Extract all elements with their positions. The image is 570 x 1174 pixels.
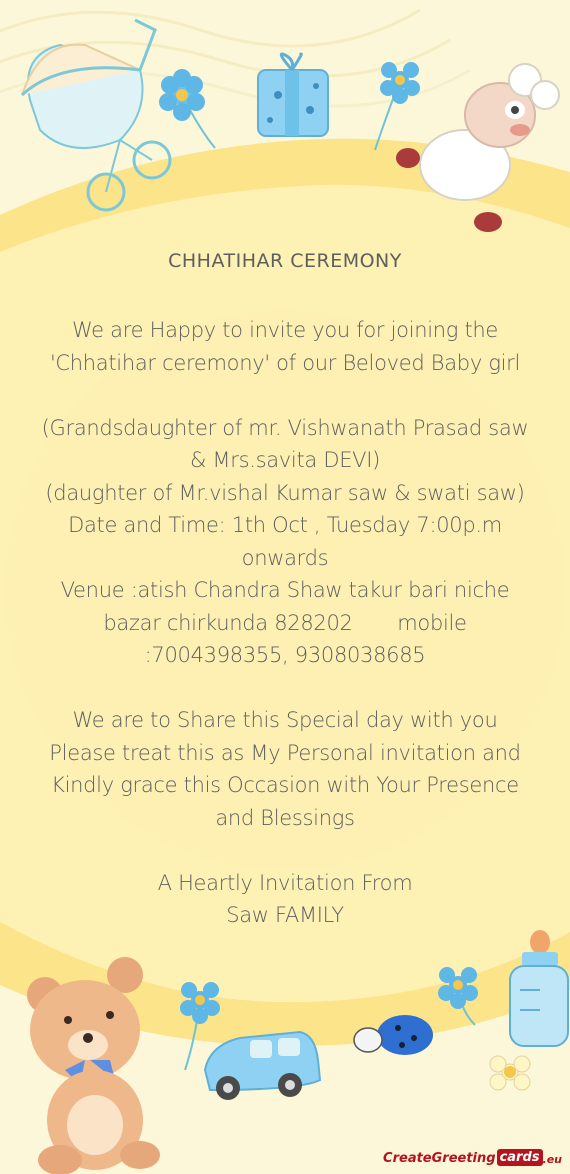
baby-bottle-icon	[510, 930, 568, 1046]
blue-flower-icon	[159, 69, 215, 148]
bottom-decorations	[0, 920, 570, 1174]
toy-car-icon	[205, 1032, 320, 1100]
message-line: We are Happy to invite you for joining the	[71, 318, 499, 342]
gift-box-icon	[258, 54, 328, 136]
message-line: (daughter of Mr.vishal Kumar saw & swati saw)	[45, 480, 525, 505]
baby-pram-icon	[22, 20, 170, 210]
message-line: and Blessings	[215, 805, 355, 830]
message-line: 'Chhatihar ceremony' of our Beloved Baby girl	[49, 350, 521, 375]
message-line	[20, 672, 550, 705]
message-line: :7004398355, 9308038685	[144, 643, 426, 667]
daisy-flower-icon	[490, 1056, 530, 1090]
brand-create-text: CreateGreeting	[383, 1151, 496, 1166]
message-line: A Heartly Invitation From	[157, 870, 413, 895]
message-line: bazar chirkunda 828202 mobile	[103, 610, 467, 635]
message-line: Kindly grace this Occasion with Your Presence	[51, 773, 519, 797]
invitation-message	[20, 314, 550, 932]
message-line	[20, 379, 550, 412]
message-line: onwards	[241, 545, 329, 570]
blue-flower-icon	[438, 967, 478, 1025]
message-line: Please treat this as My Personal invitation and	[49, 740, 521, 765]
top-decorations	[0, 0, 570, 260]
message-line: We are to Share this Special day with you	[72, 708, 498, 732]
teddy-bear-icon	[27, 957, 160, 1174]
brand-logo[interactable]	[383, 1149, 562, 1166]
sheep-icon	[396, 64, 559, 232]
invitation-title: CHHATIHAR CEREMONY	[168, 250, 402, 272]
blue-flower-icon	[375, 62, 420, 150]
message-line: Saw FAMILY	[226, 903, 344, 927]
message-line: & Mrs.savita DEVI)	[189, 448, 381, 472]
brand-cards-text: cards	[497, 1149, 543, 1166]
message-line: (Grandsdaughter of mr. Vishwanath Prasad saw	[41, 415, 529, 440]
message-line: Date and Time: 1th Oct , Tuesday 7:00p.m	[68, 513, 502, 537]
message-line	[20, 834, 550, 867]
message-line: Venue :atish Chandra Shaw takur bari niche	[60, 578, 510, 602]
ladybug-icon	[354, 1015, 433, 1055]
brand-tld-text: .eu	[542, 1153, 562, 1166]
